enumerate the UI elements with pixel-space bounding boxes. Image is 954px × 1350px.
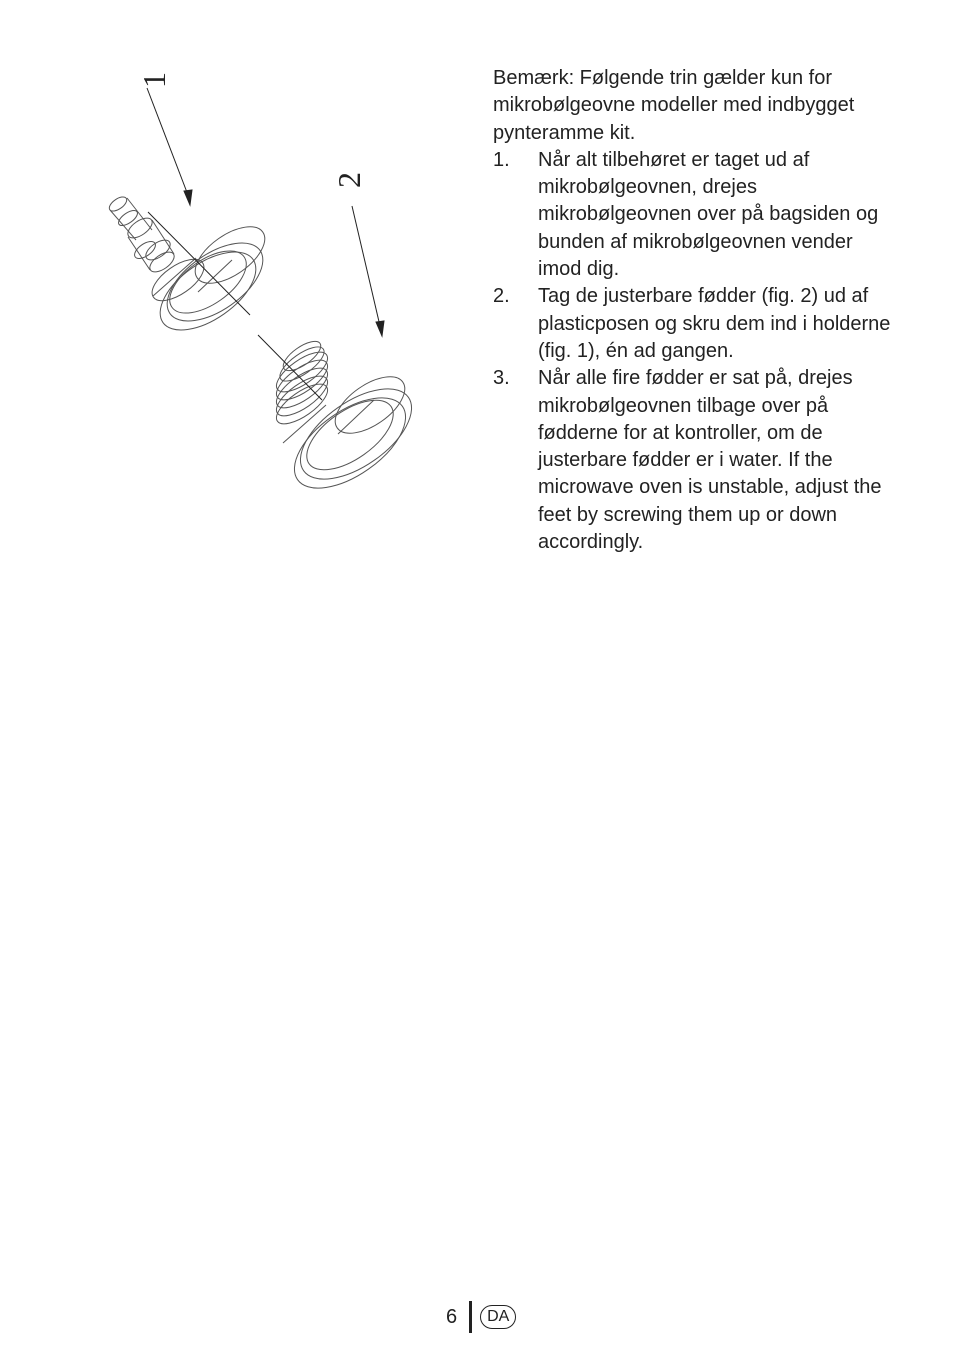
footer-divider (469, 1301, 472, 1333)
leader-arrow-2 (352, 206, 380, 326)
list-item (493, 283, 893, 365)
adjustable-feet-diagram (100, 50, 430, 500)
steps-list (493, 147, 893, 556)
step-number: 2. (493, 285, 510, 308)
page-number: 6 (446, 1305, 458, 1328)
figure-label-1: 1 (136, 72, 172, 88)
arrowhead-1 (184, 190, 192, 205)
step-text: Når alle fire fødder er sat på, drejes mikrobølgeovnen tilbage over på fødderne for at kontroller, om de justerbare fødder er i water. If the microwave oven is unstable, adjust the feet by screwing them up or down accordingly. (538, 367, 882, 554)
step-text: Når alt tilbehøret er taget ud af mikrobølgeovnen, drejes mikrobølgeovnen over på bagsiden og bunden af mikrobølgeovnen vender imod dig. (538, 148, 879, 281)
assembly-axis (148, 212, 322, 400)
step-text: Tag de justerbare fødder (fig. 2) ud af plasticposen og skru dem ind i holderne (fig. 1), én ad gangen. (538, 285, 891, 362)
feet-illustration (100, 50, 430, 500)
page-footer (446, 1300, 516, 1334)
holder-part (107, 194, 276, 345)
step-number: 1. (493, 148, 510, 171)
foot-part (271, 336, 427, 500)
note-paragraph: Bemærk: Følgende trin gælder kun for mikrobølgeovne modeller med indbygget pynteramme kit. (493, 67, 855, 144)
arrowhead-2 (376, 321, 384, 336)
list-item (493, 147, 893, 283)
instructions-column (493, 65, 893, 556)
leader-arrow-1 (147, 88, 188, 195)
language-badge: DA (480, 1305, 516, 1329)
figure-label-2: 2 (331, 172, 367, 188)
list-item (493, 365, 893, 556)
step-number: 3. (493, 367, 510, 390)
